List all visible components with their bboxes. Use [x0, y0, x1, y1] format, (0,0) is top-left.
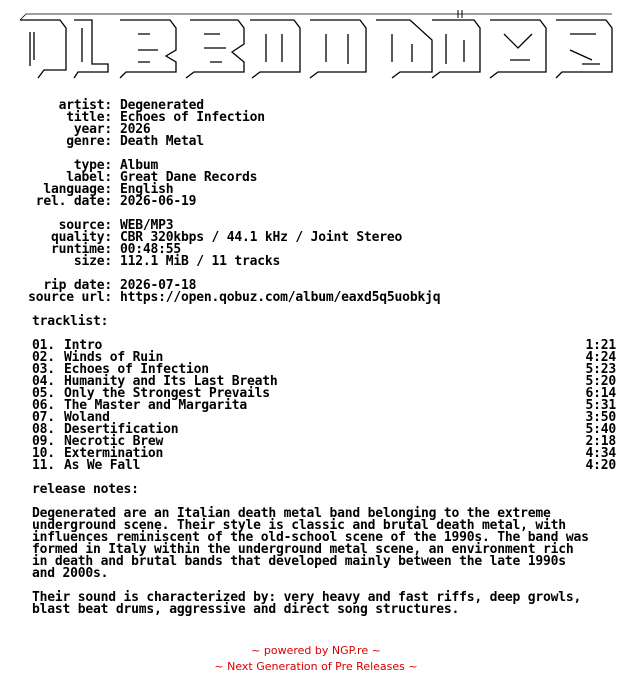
track-number: 08. — [32, 422, 55, 437]
track-title: Woland — [64, 410, 110, 425]
track-number: 04. — [32, 374, 55, 389]
release-notes-line: underground scene. Their style is classic and brutal death metal, with — [32, 518, 566, 533]
track-duration: 4:24 — [585, 350, 616, 365]
track-duration: 5:20 — [585, 374, 616, 389]
field-rip-date: rip date: 2026-07-18 — [43, 278, 197, 293]
track-number: 07. — [32, 410, 55, 425]
ascii-logo-art — [0, 0, 632, 88]
field-language: language: English — [43, 182, 174, 197]
field-label: label: Great Dane Records — [66, 170, 258, 185]
release-notes-paragraph-2 — [0, 592, 616, 616]
field-runtime: runtime: 00:48:55 — [50, 242, 182, 257]
track-number: 10. — [32, 446, 55, 461]
track-number: 09. — [32, 434, 55, 449]
track-title: The Master and Margarita — [64, 398, 248, 413]
field-year: year: 2026 — [73, 122, 151, 137]
field-source: source: WEB/MP3 — [58, 218, 174, 233]
field-artist: artist: Degenerated — [58, 98, 204, 113]
track-title: Necrotic Brew — [64, 434, 164, 449]
tracklist-heading: tracklist: — [32, 314, 109, 329]
field-title: title: Echoes of Infection — [66, 110, 265, 125]
track-number: 01. — [32, 338, 55, 353]
track-title: As We Fall — [64, 458, 141, 473]
track-duration: 2:18 — [585, 434, 616, 449]
track-duration: 5:40 — [585, 422, 616, 437]
field-quality: quality: CBR 320kbps / 44.1 kHz / Joint Stereo — [50, 230, 403, 245]
release-notes-line: in death and brutal bands that developed mainly between the late 1990s — [32, 554, 566, 569]
release-notes-paragraph-1 — [0, 508, 616, 580]
track-duration: 5:23 — [585, 362, 616, 377]
track-title: Intro — [64, 338, 103, 353]
track-number: 03. — [32, 362, 55, 377]
track-number: 11. — [32, 458, 55, 473]
track-duration: 3:50 — [585, 410, 616, 425]
release-notes-line: and 2000s. — [32, 566, 109, 581]
field-release-date: rel. date: 2026-06-19 — [35, 194, 197, 209]
track-title: Echoes of Infection — [64, 362, 209, 377]
track-title: Desertification — [64, 422, 179, 437]
track-title: Winds of Ruin — [64, 350, 164, 365]
release-notes-line: influences reminiscent of the old-school scene of the 1990s. The band was — [32, 530, 589, 545]
field-type: type: Album — [73, 158, 159, 173]
track-title: Humanity and Its Last Breath — [64, 374, 278, 389]
field-genre: genre: Death Metal — [66, 134, 204, 149]
track-number: 06. — [32, 398, 55, 413]
track-title: Extermination — [64, 446, 164, 461]
track-duration: 1:21 — [585, 338, 616, 353]
release-notes-line: blast beat drums, aggressive and direct song structures. — [32, 602, 460, 617]
release-notes-line: formed in Italy within the underground metal scene, an environment rich — [32, 542, 574, 557]
track-duration: 6:14 — [585, 386, 616, 401]
field-size: size: 112.1 MiB / 11 tracks — [73, 254, 281, 269]
tracklist — [0, 340, 632, 472]
footer-tagline: ~ Next Generation of Pre Releases ~ — [214, 660, 418, 673]
field-source-url: source url: https://open.qobuz.com/album/eaxd5q5uobkjq — [28, 290, 441, 305]
source-url-link[interactable]: https://open.qobuz.com/album/eaxd5q5uobkjq — [120, 290, 441, 305]
track-number: 05. — [32, 386, 55, 401]
track-duration: 5:31 — [585, 398, 616, 413]
track-row — [0, 460, 616, 472]
footer-powered-by: ~ powered by NGP.re ~ — [251, 644, 381, 657]
track-duration: 4:34 — [585, 446, 616, 461]
track-duration: 4:20 — [585, 458, 616, 473]
track-title: Only the Strongest Prevails — [64, 386, 270, 401]
release-notes-line: Their sound is characterized by: very heavy and fast riffs, deep growls, — [32, 590, 582, 605]
release-notes-line: Degenerated are an Italian death metal band belonging to the extreme — [32, 506, 551, 521]
ascii-logo — [0, 0, 632, 88]
release-notes-heading: release notes: — [32, 482, 139, 497]
track-number: 02. — [32, 350, 55, 365]
